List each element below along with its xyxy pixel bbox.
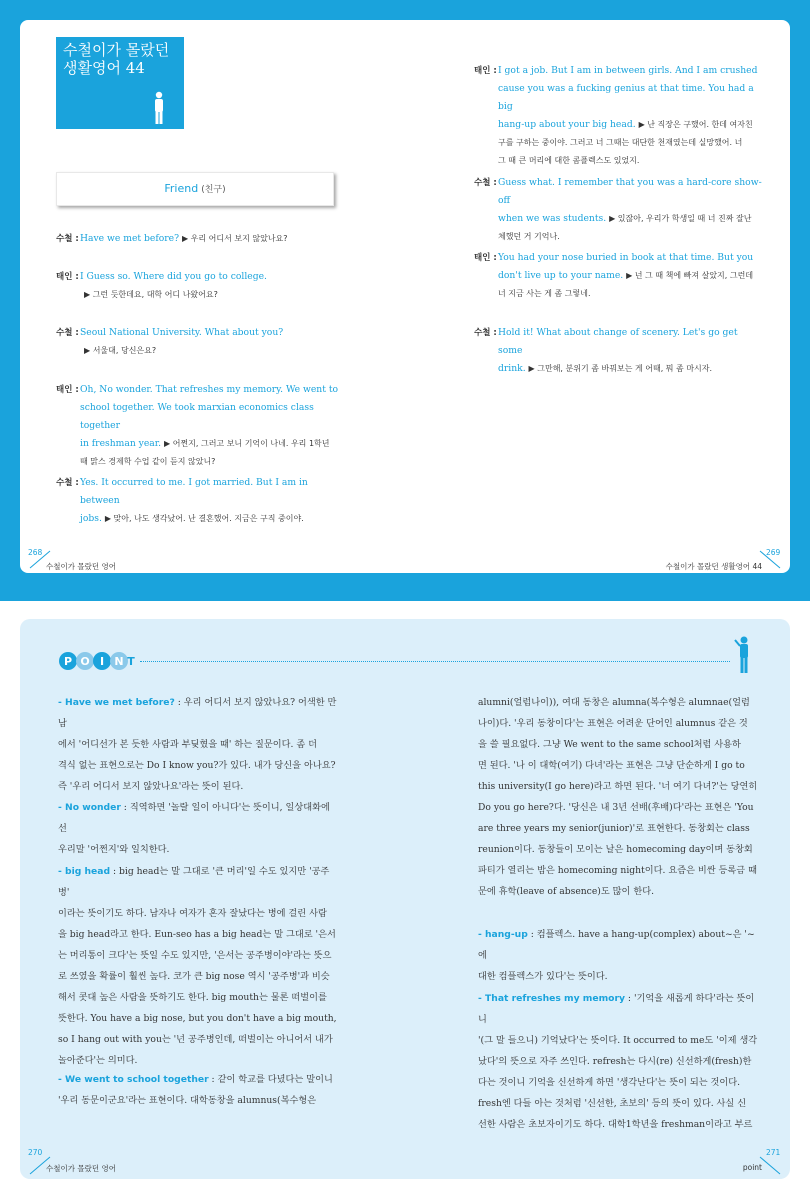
point-text: : 직역하면 '놀랄 일이 아니다'는 뜻이니, 일상대화에선 bbox=[58, 802, 330, 834]
dialog-line bbox=[56, 474, 346, 524]
korean-text: ▶ 맞아, 나도 생각났어. 난 결혼했어. 지금은 구직 중이야. bbox=[104, 514, 304, 523]
korean-text: ▶ 그런 듯한데요, 대학 어디 나왔어요? bbox=[84, 290, 218, 299]
point-logo bbox=[58, 650, 138, 672]
speaker: 수철 : bbox=[56, 328, 79, 338]
point-text: 나이)다. '우리 동창이다'는 표현은 어려운 단어인 alumnus 같은 것 bbox=[478, 718, 748, 729]
svg-text:P: P bbox=[63, 655, 73, 668]
speaker: 태인 : bbox=[474, 66, 497, 76]
korean-text: 체했던 거 기억나. bbox=[498, 232, 560, 241]
english-text: jobs. bbox=[80, 513, 102, 524]
speaker: 태인 : bbox=[56, 385, 79, 395]
dialog-line bbox=[56, 230, 346, 250]
point-text: 우리말 '어쩐지'와 일치한다. bbox=[58, 844, 170, 855]
speaker: 태인 : bbox=[56, 272, 79, 282]
point-entry bbox=[58, 861, 338, 1071]
point-heading: - No wonder bbox=[58, 802, 121, 813]
point-text: alumni(얼럼나이)), 여대 동창은 alumna(복수형은 alumnae(얼럼 bbox=[478, 697, 750, 708]
point-text: Do you go here?다. '당신은 내 3년 선배(후배)다'라는 표현은 'You bbox=[478, 802, 754, 813]
man-figure-icon bbox=[152, 91, 166, 125]
english-text: Guess what. I remember that you was a hard-core show-off bbox=[498, 177, 762, 206]
korean-text: ▶ 넌 그 때 책에 빠져 살았지, 그런데 bbox=[626, 271, 754, 280]
section-header-friend bbox=[56, 172, 334, 206]
english-text: when we was students. bbox=[498, 213, 607, 224]
page-footer: 수철이가 몰랐던 영어 bbox=[46, 1164, 116, 1173]
dialog-line bbox=[56, 381, 346, 466]
speaker: 수철 : bbox=[474, 178, 497, 188]
korean-text: ▶ 그만해, 분위기 좀 바꿔보는 게 어때, 뭐 좀 마시자. bbox=[528, 364, 713, 373]
point-text: 대한 컴플렉스가 있다'는 뜻이다. bbox=[478, 971, 608, 982]
point-text: 즉 '우리 어디서 보지 않았나요'라는 뜻이 된다. bbox=[58, 781, 244, 792]
english-text: I got a job. But I am in between girls. And I am crushed bbox=[498, 65, 758, 76]
point-text: : 같이 학교를 다녔다는 말이니 bbox=[208, 1074, 333, 1085]
svg-text:I: I bbox=[99, 655, 105, 668]
point-text: : 우리 어디서 보지 않았나요? 어색한 만남 bbox=[58, 697, 337, 729]
point-text: '(그 말 들으니) 기억났다'는 뜻이다. It occurred to me도 '이제 생각 bbox=[478, 1035, 758, 1046]
point-entry bbox=[58, 692, 338, 797]
section-label: Friend bbox=[164, 182, 199, 195]
point-heading: - hang-up bbox=[478, 929, 528, 940]
english-text: school together. We took marxian economics class together bbox=[80, 402, 314, 431]
point-entry bbox=[58, 1069, 338, 1111]
english-text: Yes. It occurred to me. I got married. But I am in between bbox=[80, 477, 308, 506]
point-text: 다는 것이니 기억을 신선하게 하면 '생각난다'는 뜻이 되는 것이다. bbox=[478, 1077, 741, 1088]
speaker: 수철 : bbox=[474, 328, 497, 338]
svg-text:T: T bbox=[127, 655, 135, 668]
point-text: 로 쓰였을 확률이 훨씬 높다. 코가 큰 big nose 역시 '공주병'과 비슷 bbox=[58, 971, 330, 982]
speaker: 수철 : bbox=[56, 234, 79, 244]
english-text: cause you was a fucking genius at that time. You had a big bbox=[498, 83, 754, 112]
point-text: are three years my senior(junior)'로 표현한다. 동창회는 class bbox=[478, 823, 750, 834]
dialog-line bbox=[474, 249, 764, 307]
point-text: so I hang out with you는 '넌 공주병인데, 떠벌이는 아니어서 내가 bbox=[58, 1034, 333, 1045]
point-text: 뜻한다. You have a big nose, but you don't have a big mouth, bbox=[58, 1013, 337, 1024]
korean-text: ▶ 어쩐지, 그러고 보니 기억이 나네. 우리 1학년 bbox=[164, 439, 330, 448]
dotted-rule bbox=[140, 661, 730, 662]
point-text: : 컴플렉스. have a hang-up(complex) about~은 '~에 bbox=[478, 929, 755, 961]
page-number: 269 bbox=[766, 548, 781, 557]
presenter-figure-icon bbox=[734, 635, 754, 675]
point-heading: - We went to school together bbox=[58, 1074, 209, 1085]
point-text: '우리 동문이군요'라는 표현이다. 대학동창을 alumnus(복수형은 bbox=[58, 1095, 317, 1106]
point-text: 는 머리통이 크다'는 뜻일 수도 있지만, '은서는 공주병이야'라는 뜻으 bbox=[58, 950, 332, 961]
english-text: hang-up about your big head. bbox=[498, 119, 636, 130]
point-text: 을 big head라고 한다. Eun-seo has a big head는 말 그대로 '은서 bbox=[58, 929, 336, 940]
korean-text: 그 때 큰 머리에 대한 콤플렉스도 있었지. bbox=[498, 156, 640, 165]
point-text: 파티가 열리는 밤은 homecoming night이다. 요즘은 비싼 등록금 때 bbox=[478, 865, 757, 876]
point-text: 면 된다. '나 이 대학(여기) 다녀'라는 표현은 그냥 단순하게 I go to bbox=[478, 760, 745, 771]
english-text: Hold it! What about change of scenery. Let's go get some bbox=[498, 327, 738, 356]
point-heading: - Have we met before? bbox=[58, 697, 175, 708]
dialog-line bbox=[474, 62, 764, 165]
point-entry bbox=[478, 924, 758, 987]
page-number: 268 bbox=[28, 548, 43, 557]
point-text: : '기억을 새롭게 하다'라는 뜻이니 bbox=[478, 993, 755, 1025]
page-footer: 수철이가 몰랐던 생활영어 44 bbox=[665, 562, 762, 571]
korean-text: ▶ 우리 어디서 보지 않았나요? bbox=[181, 234, 288, 243]
dialog-line bbox=[474, 324, 764, 374]
korean-text: 너 지금 사는 게 좀 그렇네. bbox=[498, 289, 591, 298]
point-text: 선한 사람은 초보자이기도 하다. 대학1학년을 freshman이라고 부르 bbox=[478, 1119, 753, 1130]
svg-text:O: O bbox=[80, 655, 90, 668]
point-text: 해서 콧대 높은 사람을 뜻하기도 한다. big mouth는 물론 떠벌이를 bbox=[58, 992, 327, 1003]
point-entry bbox=[478, 692, 758, 902]
korean-text: ▶ 난 직장은 구했어. 한데 여자친 bbox=[638, 120, 753, 129]
point-text: this university(I go here)라고 하면 된다. '너 여기 다녀?'는 당연히 bbox=[478, 781, 758, 792]
english-text: drink. bbox=[498, 363, 526, 374]
chapter-title-line1: 수철이가 몰랐던 bbox=[63, 41, 170, 59]
dialog-line bbox=[56, 324, 346, 362]
page-footer: point bbox=[742, 1163, 762, 1172]
english-text: don't live up to your name. bbox=[498, 270, 624, 281]
english-text: You had your nose buried in book at that time. But you bbox=[498, 252, 754, 263]
point-text: 놀아준다'는 의미다. bbox=[58, 1055, 138, 1066]
point-text: 에서 '어디선가 본 듯한 사람과 부딪혔을 때' 하는 질문이다. 좀 더 bbox=[58, 739, 318, 750]
point-text: 격식 없는 표현으로는 Do I know you?가 있다. 내가 당신을 아나요? bbox=[58, 760, 336, 771]
dialog-line bbox=[474, 174, 764, 241]
english-text: Have we met before? bbox=[80, 233, 180, 244]
page-footer: 수철이가 몰랐던 영어 bbox=[46, 562, 116, 571]
chapter-title-box bbox=[56, 37, 184, 129]
section-sublabel: (친구) bbox=[201, 185, 226, 195]
dialog-line bbox=[56, 268, 346, 306]
svg-text:N: N bbox=[114, 655, 124, 668]
english-text: Oh, No wonder. That refreshes my memory. We went to bbox=[80, 384, 339, 395]
korean-text: 구를 구하는 중이야. 그러고 너 그때는 대단한 천재였는데 실망했어. 너 bbox=[498, 138, 743, 147]
point-text: 이라는 뜻이기도 하다. 남자나 여자가 혼자 잘났다는 병에 걸린 사람 bbox=[58, 908, 327, 919]
page-number: 271 bbox=[766, 1148, 781, 1157]
point-text: : big head는 말 그대로 '큰 머리'일 수도 있지만 '공주병' bbox=[58, 866, 330, 898]
korean-text: ▶ 있잖아, 우리가 학생일 때 너 진짜 잘난 bbox=[609, 214, 752, 223]
english-text: I Guess so. Where did you go to college. bbox=[80, 271, 267, 282]
point-text: 을 쓸 필요없다. 그냥 We went to the same school처럼 사용하 bbox=[478, 739, 741, 750]
point-heading: - big head bbox=[58, 866, 111, 877]
speaker: 수철 : bbox=[56, 478, 79, 488]
point-text: 문에 휴학(leave of absence)도 많이 한다. bbox=[478, 886, 654, 897]
korean-text: ▶ 서울대, 당신은요? bbox=[84, 346, 157, 355]
english-text: in freshman year. bbox=[80, 438, 162, 449]
point-entry bbox=[58, 797, 338, 860]
page-number: 270 bbox=[28, 1148, 43, 1157]
korean-text: 때 맑스 경제학 수업 같이 듣지 않았니? bbox=[80, 457, 216, 466]
point-text: fresh엔 다들 아는 것처럼 '신선한, 초보의' 등의 뜻이 있다. 사실 신 bbox=[478, 1098, 747, 1109]
chapter-title-line2: 생활영어 44 bbox=[63, 59, 145, 77]
point-entry bbox=[478, 988, 758, 1135]
speaker: 태인 : bbox=[474, 253, 497, 263]
point-heading: - That refreshes my memory bbox=[478, 993, 626, 1004]
english-text: Seoul National University. What about you? bbox=[80, 327, 284, 338]
point-text: 났다'의 뜻으로 자주 쓰인다. refresh는 다시(re) 신선하게(fresh)한 bbox=[478, 1056, 752, 1067]
point-text: reunion이다. 동창들이 모이는 날은 homecoming day이며 동창회 bbox=[478, 844, 753, 855]
